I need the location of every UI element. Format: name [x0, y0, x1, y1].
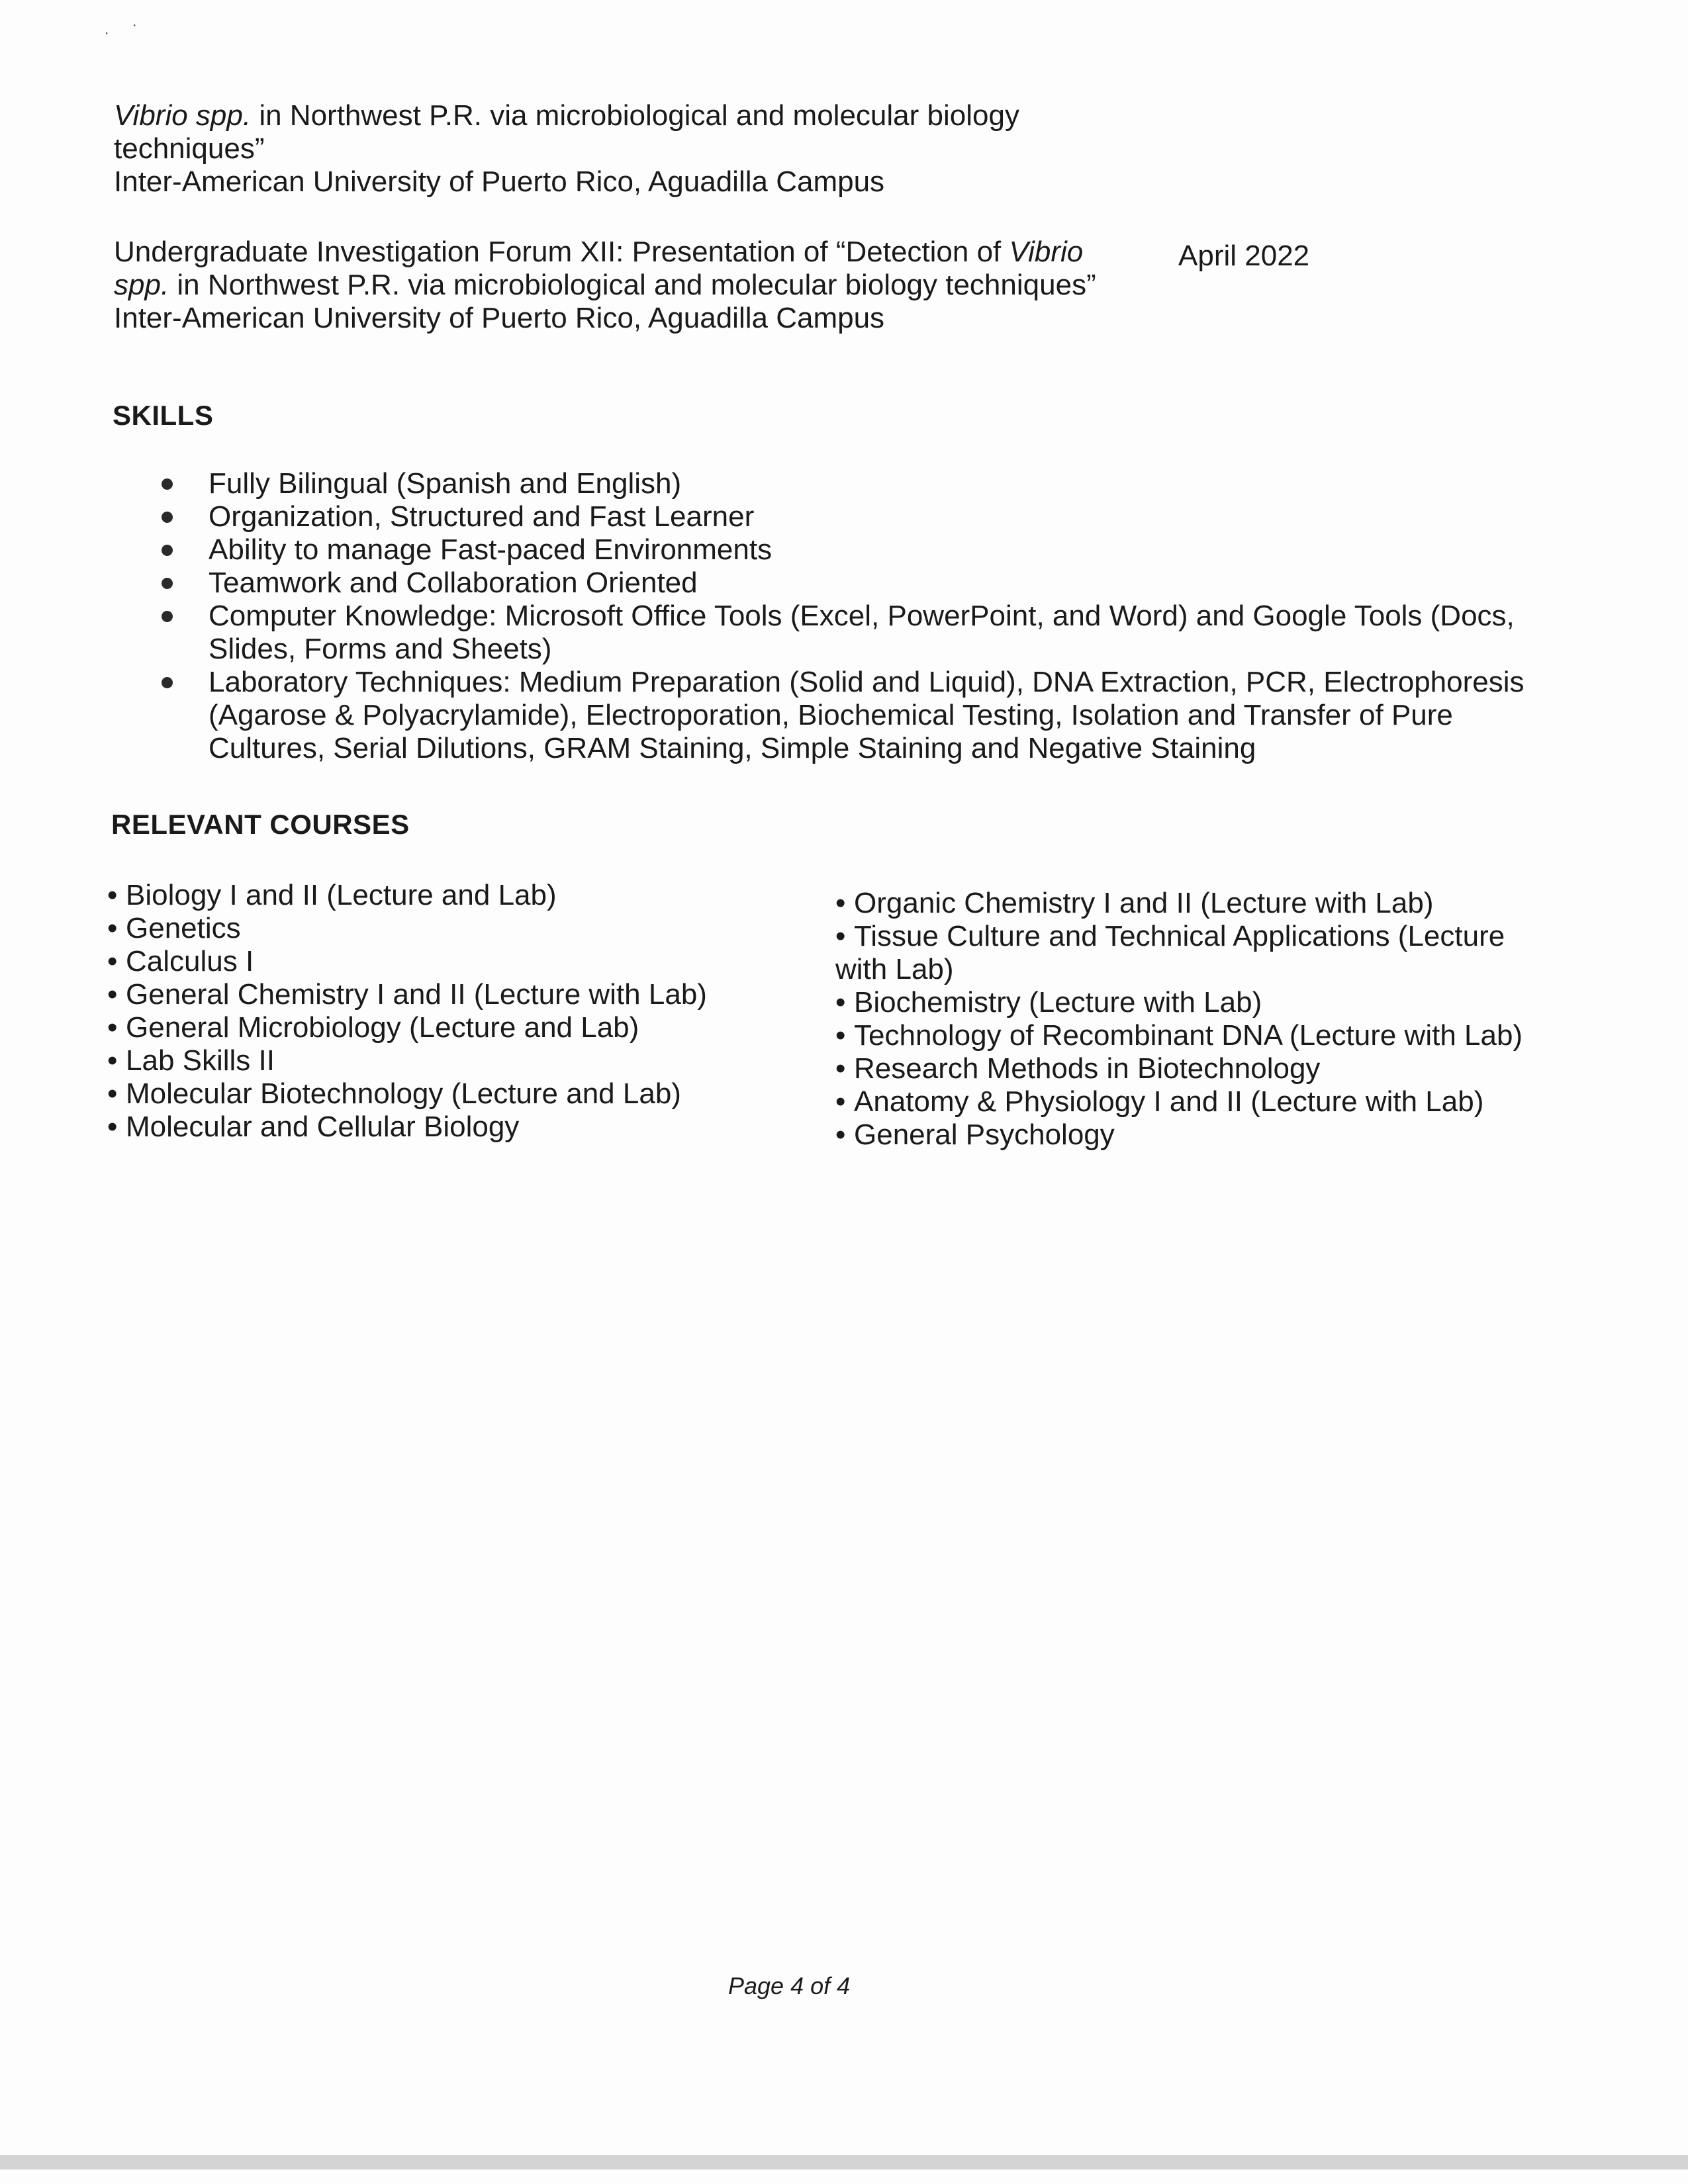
entry-date: April 2022: [1178, 240, 1310, 272]
course-item: • Molecular and Cellular Biology: [107, 1111, 520, 1143]
scan-speck: ⋅: [132, 19, 137, 33]
bullet-icon: •: [835, 1052, 846, 1085]
bullet-icon: [162, 578, 173, 589]
entry-title-text: in Northwest P.R. via microbiological and molecular biology techniques”: [169, 269, 1096, 301]
course-item: • Genetics: [107, 912, 241, 944]
bullet-icon: [162, 478, 173, 490]
course-item: • General Psychology: [835, 1118, 1115, 1151]
course-item: • Anatomy & Physiology I and II (Lecture with Lab): [835, 1085, 1484, 1118]
course-item: • Tissue Culture and Technical Applications (Lecture with Lab): [835, 920, 1505, 985]
bullet-icon: [162, 611, 173, 622]
bullet-icon: •: [835, 1085, 846, 1118]
species-name: Vibrio: [1009, 236, 1084, 268]
bullet-icon: •: [835, 986, 846, 1019]
bullet-icon: •: [107, 912, 118, 944]
presentation-entry-continued: [114, 99, 1019, 199]
course-item: • Biochemistry (Lecture with Lab): [835, 986, 1262, 1019]
entry-institution: Inter-American University of Puerto Rico, Aguadilla Campus: [114, 302, 885, 334]
species-name: spp.: [114, 269, 169, 301]
course-item: • General Chemistry I and II (Lecture with Lab): [107, 978, 707, 1011]
scan-edge-bar: [0, 2155, 1688, 2169]
skill-item: Laboratory Techniques: Medium Preparation (Solid and Liquid), DNA Extraction, PCR, Electrophoresis (Agarose & Polyacrylamide), Electroporation, Biochemical Testing, Isolation and Transfer of Pure Cultures, Serial Dilutions, GRAM Staining, Simple Staining and Negative Staining: [159, 666, 1556, 765]
course-item: • Molecular Biotechnology (Lecture and Lab): [107, 1077, 681, 1110]
courses-heading: RELEVANT COURSES: [111, 809, 410, 840]
course-item: • Research Methods in Biotechnology: [835, 1052, 1321, 1085]
entry-title-text: in Northwest P.R. via microbiological and molecular biology: [251, 99, 1019, 132]
entry-title-text: Undergraduate Investigation Forum XII: Presentation of “Detection of: [114, 236, 1009, 268]
entry-title-text: techniques”: [114, 132, 265, 165]
skill-item: Teamwork and Collaboration Oriented: [159, 567, 1556, 600]
bullet-icon: •: [835, 887, 846, 919]
bullet-icon: •: [107, 879, 118, 911]
scan-speck: ⋅: [105, 26, 109, 41]
forum-presentation-entry: [114, 236, 1096, 335]
bullet-icon: •: [107, 978, 118, 1011]
bullet-icon: [162, 512, 173, 523]
page-number: Page 4 of 4: [728, 1972, 851, 1999]
bullet-icon: [162, 677, 173, 688]
bullet-icon: •: [835, 1118, 846, 1151]
skill-item: Ability to manage Fast-paced Environments: [159, 533, 1556, 567]
bullet-icon: •: [835, 1019, 846, 1052]
course-item: • General Microbiology (Lecture and Lab): [107, 1011, 639, 1044]
skill-item: Computer Knowledge: Microsoft Office Tools (Excel, PowerPoint, and Word) and Google Tools (Docs, Slides, Forms and Sheets): [159, 600, 1556, 666]
course-item: • Calculus I: [107, 945, 254, 978]
courses-right-column: [835, 887, 1544, 1152]
skill-item: Fully Bilingual (Spanish and English): [159, 467, 1556, 500]
course-item: • Organic Chemistry I and II (Lecture with Lab): [835, 887, 1434, 919]
bullet-icon: •: [107, 1111, 118, 1143]
skills-heading: SKILLS: [113, 400, 214, 431]
skill-item: Organization, Structured and Fast Learner: [159, 500, 1556, 533]
courses-left-column: [107, 879, 796, 1144]
species-name: Vibrio spp.: [114, 99, 252, 132]
course-item: • Technology of Recombinant DNA (Lecture with Lab): [835, 1019, 1523, 1052]
bullet-icon: [162, 545, 173, 556]
bullet-icon: •: [835, 920, 846, 952]
bullet-icon: •: [107, 1044, 118, 1077]
course-item: • Lab Skills II: [107, 1044, 275, 1077]
skills-list: [159, 467, 1556, 765]
entry-institution: Inter-American University of Puerto Rico, Aguadilla Campus: [114, 165, 885, 198]
course-item: • Biology I and II (Lecture and Lab): [107, 879, 557, 911]
bullet-icon: •: [107, 945, 118, 978]
bullet-icon: •: [107, 1077, 118, 1110]
bullet-icon: •: [107, 1011, 118, 1044]
